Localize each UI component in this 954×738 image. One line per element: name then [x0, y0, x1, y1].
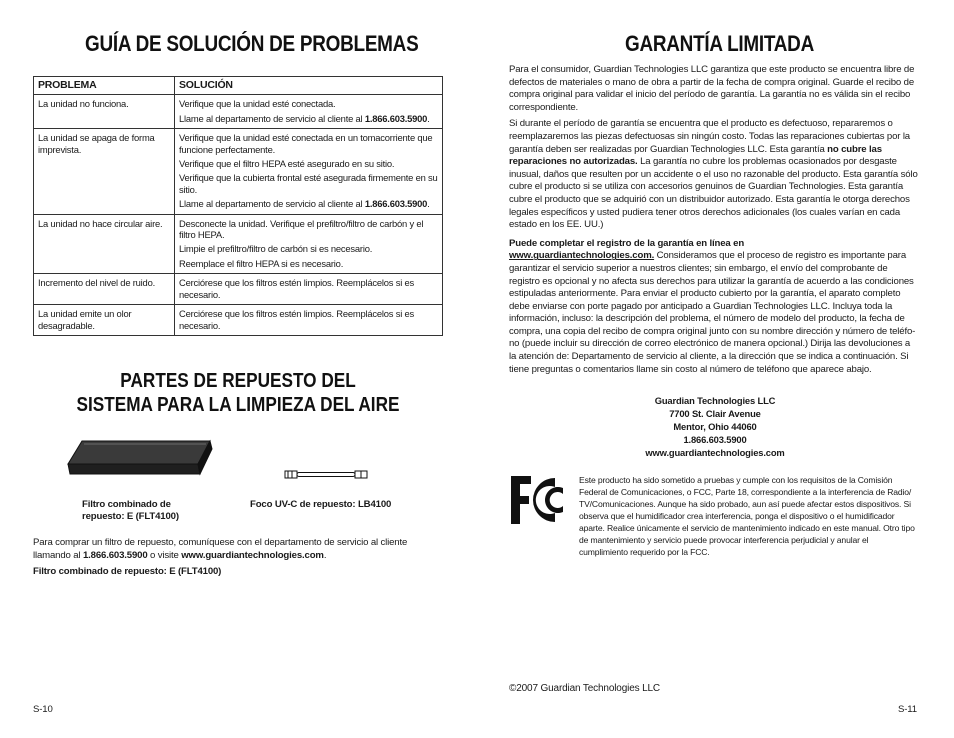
column-header-problem: PROBLEMA [34, 77, 175, 95]
problem-cell: La unidad no funciona. [34, 95, 175, 129]
solution-line [179, 158, 438, 169]
table-header-row [34, 77, 443, 95]
problem-cell: La unidad no hace circular aire. [34, 214, 175, 274]
solution-text: Limpie el prefiltro/filtro de carbón si es necesario. [179, 243, 373, 255]
solution-line [179, 243, 438, 254]
filter-caption-line-2: repuesto: E (FLT4100) [82, 511, 179, 522]
warranty-heading: GARANTÍA LIMITADA [625, 31, 814, 56]
purchase-text-part-1: Para comprar un filtro de repuesto, comuníquese con el departamento de servicio al cliente llamando al [33, 537, 408, 561]
column-header-solution: SOLUCIÓN [175, 77, 443, 95]
filter-caption [82, 499, 179, 523]
service-phone-number: 1.866.603.5900 [364, 198, 428, 210]
address-city: Mentor, Ohio 44060 [673, 421, 757, 432]
warranty-not-covered-text: no cubre las reparaciones no autorizadas. [509, 143, 882, 168]
filter-footer-line: Filtro combinado de repuesto: E (FLT4100) [33, 566, 222, 577]
address-street: 7700 St. Clair Avenue [669, 408, 761, 419]
address-phone: 1.866.603.5900 [683, 434, 747, 445]
solution-text: Verifique que la unidad esté conectada. [179, 98, 336, 110]
troubleshooting-heading: GUÍA DE SOLUCIÓN DE PROBLEMAS [85, 31, 419, 56]
troubleshooting-table-wrapper [33, 76, 443, 336]
address-company: Guardian Technologies LLC [654, 395, 776, 406]
table-row [34, 274, 443, 305]
warranty-paragraph-2-part-2: La garantía no cubre los problemas ocasionados por desgaste inusual, daños que resulten por un accidente o el uso no razonable del producto. Esta garantía sólo cubre el producto si se utiliza con accesorios genuinos de Guardian Technologies. Esta garantía cubre el producto que se adquirió con un distribuidor autorizado. Esta garantía le otorga derechos legales específicos y usted pudiera tener otros derechos adicionales (los cuales varían en cada estado en los EE. UU.) [509, 156, 918, 231]
solution-line [179, 277, 438, 300]
solution-text: Verifique que la unidad esté conectada en un tomacorriente que funcione perfectamente. [179, 132, 433, 155]
problem-cell: Incremento del nivel de ruido. [34, 274, 175, 305]
solution-text: Reemplace el filtro HEPA si es necesario. [179, 257, 344, 269]
solution-cell [175, 274, 443, 305]
problem-cell: La unidad emite un olor desagradable. [34, 305, 175, 336]
table-row [34, 129, 443, 214]
warranty-paragraph-3 [509, 238, 919, 377]
page-number-right: S-11 [898, 704, 917, 715]
solution-cell [175, 214, 443, 274]
solution-line [179, 98, 438, 109]
warranty-paragraph-1: Para el consumidor, Guardian Technologies LLC garantiza que este producto se encuentra libre de defectos de materiales o mano de obra a partir de la fecha de compra original. Guarde el recibo de compra original para validar el inicio del período de garantía. La garantía no es válida sin el recibo correspondiente. [509, 64, 915, 113]
purchase-text-part-3: . [323, 549, 327, 561]
parts-heading [62, 369, 415, 417]
service-phone-number: 1.866.603.5900 [364, 112, 428, 124]
replacement-filter-image [60, 424, 220, 488]
solution-cell [175, 129, 443, 214]
fcc-compliance-text: Este producto ha sido sometido a pruebas y cumple con los requisitos de la Comisión Federal de Comunicaciones, o FCC, Parte 18, correspondiente a la interferencia de Radio/ TV/Comunicaciones. Aunque ha sido probado, aun así puede afectar estos dispositivos. Si observa que el humidificador crea interferencia, ponga el dispositivo o el humidificador aparte. Realice únicamente el servicio de mantenimiento indicado en este manual. Otro tipo de mantenimiento y servicio puede provocar interferencia perjudicial y anular el cumplimiento requerido por la FCC. [579, 475, 915, 557]
solution-line [179, 113, 438, 124]
solution-cell [175, 305, 443, 336]
uv-c-bulb-image [283, 468, 373, 482]
filter-caption-line-1: Filtro combinado de [82, 499, 171, 510]
solution-line [179, 172, 438, 195]
problem-cell: La unidad se apaga de forma imprevista. [34, 129, 175, 214]
address-website[interactable]: www.guardiantechnologies.com [645, 447, 785, 458]
solution-text: Cerciórese que los filtros estén limpios. Reemplácelos si es necesario. [179, 277, 414, 300]
bulb-caption: Foco UV-C de repuesto: LB4100 [250, 499, 392, 510]
fcc-logo-icon [509, 474, 573, 526]
parts-heading-line-2: SISTEMA PARA LA LIMPIEZA DEL AIRE [76, 394, 400, 416]
solution-text: Verifique que la cubierta frontal esté asegurada firmemente en su sitio. [179, 172, 438, 195]
parts-heading-line-1: PARTES DE REPUESTO DEL [120, 370, 356, 392]
purchase-url-link[interactable]: www.guardiantechnologies.com [181, 549, 324, 561]
troubleshooting-table [33, 76, 443, 336]
page-number-left: S-10 [33, 704, 53, 715]
warranty-paragraph-2 [509, 118, 919, 231]
solution-line [179, 198, 438, 209]
company-address [600, 394, 830, 459]
warranty-paragraph-3-rest: Consideramos que el proceso de registro es importante para garantizar el servicio superior a nuestros clientes; sin embargo, el envío del comprobante de registro es opcional y no afecta sus derechos para utilizar la garantía de acuerdo a las condiciones estipuladas anteriormente. Para enviar el producto cubierto por la garantía, el aparato completo debe enviarse con porte pagado por anticipado a Guardian Technologies LLC. Incluya toda la información, incluso: la descripción del problema, el número de modelo del producto, la fecha de compra, una copia del recibo de compra original junto con su nombre dirección y número de teléfono (puede incluir su dirección de correo electrónico de manera opcional.) Dirija las devoluciones a la atención de: Departamento de servicio al cliente, a la dirección que se indica a continuación. Si tiene preguntas o comentarios llame sin costo al número de teléfono que aparece abajo. [509, 250, 916, 375]
table-row [34, 95, 443, 129]
purchase-text-part-2: o visite [147, 549, 182, 561]
solution-line [179, 308, 438, 331]
registration-online-text: Puede completar el registro de la garantía en línea en [509, 237, 745, 249]
solution-line [179, 258, 438, 269]
registration-url-link[interactable]: www.guardiantechnologies.com. [509, 250, 655, 262]
solution-text-end: . [427, 198, 430, 210]
table-row [34, 305, 443, 336]
solution-line [179, 132, 438, 155]
warranty-body [509, 64, 919, 380]
solution-text: Llame al departamento de servicio al cliente al [179, 112, 365, 124]
purchase-text [33, 537, 443, 562]
fcc-logo [509, 474, 573, 526]
purchase-phone: 1.866.603.5900 [82, 549, 148, 561]
solution-text: Desconecte la unidad. Verifique el prefiltro/filtro de carbón y el filtro HEPA. [179, 217, 424, 241]
solution-line [179, 218, 438, 241]
solution-text-end: . [427, 112, 430, 124]
warranty-paragraph-2-part-1: Si durante el período de garantía se encuentra que el producto es defectuoso, repararemos o reemplazaremos las piezas defectuosas sin ningún costo. Todas las reparaciones cubiertas por la garantía deben ser realizadas por Guardian Technologies LLC. Esta garantía [509, 118, 910, 155]
solution-text: Llame al departamento de servicio al cliente al [179, 198, 365, 210]
troubleshooting-table-body [34, 95, 443, 336]
solution-text: Cerciórese que los filtros estén limpios. Reemplácelos si es necesario. [179, 308, 414, 331]
solution-text: Verifique que el filtro HEPA esté asegurado en su sitio. [179, 158, 395, 170]
copyright-notice: ©2007 Guardian Technologies LLC [509, 683, 660, 694]
table-row [34, 214, 443, 274]
solution-cell [175, 95, 443, 129]
